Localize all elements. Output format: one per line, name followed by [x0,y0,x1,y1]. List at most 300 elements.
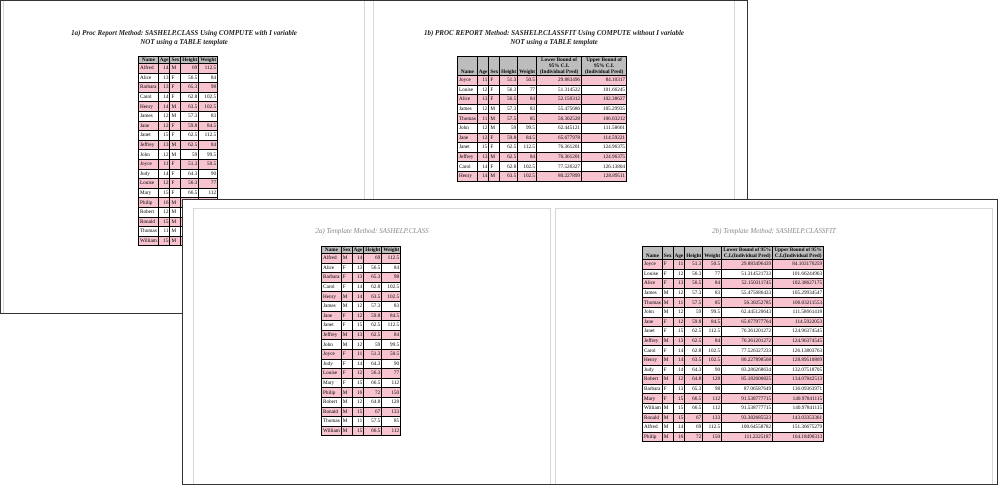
table-row [643,336,824,346]
table-cell: M [341,340,352,350]
table-cell: 150 [382,388,401,398]
table-cell: 64.3 [364,359,382,369]
table-cell: 14 [352,254,364,264]
table-cell: Thomas [459,115,476,122]
table-cell: 12 [673,307,685,317]
table-cell: F [662,365,673,375]
table-cell: 12 [352,369,364,379]
table-cell: M [341,330,352,340]
table-cell: 13 [158,140,170,150]
table-cell: 112.5 [199,131,218,141]
col-height: Height [182,57,198,63]
table-cell: F [341,263,352,273]
table-cell: 65.677978 [537,133,582,143]
table-cell: 66.5 [685,394,703,404]
table-cell: 57.3 [685,288,703,298]
table-cell: Jeffrey [643,336,663,346]
table-cell: F [341,311,352,321]
table-cell: 14 [352,292,364,302]
table-cell: 65.677977764 [722,317,773,327]
table-cell: Judy [643,365,663,375]
col-sex: Sex [342,247,351,253]
table-cell: 55.475686 [537,104,582,114]
table-row [458,123,627,133]
table-cell: Carol [458,162,478,172]
table-cell: Louise [643,269,663,279]
table-row [643,279,824,289]
table-row [139,188,218,198]
table-2a [321,246,401,436]
col-upper-bound: Upper Bound of 95% C.I.(Individual Pred) [582,57,627,76]
col-height: Height [685,247,703,260]
table-cell: M [170,111,181,121]
title-1a-line2: NOT using a TABLE template [140,38,228,46]
page-2a [193,208,551,485]
table-cell: 65.3 [181,83,199,93]
table-cell: 66.5 [364,426,382,436]
table-cell: Janet [139,131,159,141]
table-cell: 101.66245 [582,85,627,95]
table-cell: 59 [181,150,199,160]
table-cell: 112.5 [382,321,401,331]
table-row [643,384,824,394]
table-cell: Thomas [323,418,340,425]
table-cell: Alfred [643,423,663,433]
table-cell: 84.5 [382,311,401,321]
table-cell: John [322,340,342,350]
table-row [139,102,218,112]
table-cell: Jane [458,133,478,143]
table-cell: M [170,227,181,237]
table-cell: 124.96374545 [773,336,824,346]
table-cell: F [341,369,352,379]
table-cell: 56.30252785 [722,298,773,308]
table-cell: 11 [158,159,170,169]
table-cell: 87.06587649 [722,384,773,394]
col-age: Age [477,57,489,76]
table-cell: F [341,349,352,359]
table-cell: 65.3 [685,384,703,394]
table-row [139,131,218,141]
table-cell: 112.5 [703,423,722,433]
table-cell: F [341,359,352,369]
table-row [458,162,627,172]
table-cell: 102.5 [518,171,537,181]
table-cell: Alice [322,263,342,273]
table-cell: 111.2225187 [722,432,773,442]
table-cell: 16 [352,388,364,398]
table-cell: 14 [477,171,489,181]
table-row [322,311,401,321]
table-row [458,95,627,105]
table-cell: M [341,417,352,427]
table-cell: 85.182606825 [722,375,773,385]
table-cell: 15 [158,236,170,246]
table-cell: 64.8 [364,397,382,407]
table-row [458,171,627,181]
table-cell: 106.03212 [582,114,627,124]
table-cell: 12 [352,340,364,350]
table-cell: F [662,269,673,279]
table-cell: 99.5 [703,307,722,317]
table-cell: Louise [322,369,342,379]
table-cell: 57.3 [181,111,199,121]
table-cell: 13 [673,336,685,346]
table-cell: Alice [139,73,159,83]
table-cell: 102.38627175 [773,279,824,289]
table-cell: F [170,83,181,93]
table-cell: 83 [199,111,218,121]
table-cell: 13 [158,83,170,93]
table-row [139,159,218,169]
table-cell: 57.5 [364,417,382,427]
table-row [322,263,401,273]
table-cell: 13 [673,384,685,394]
col-weight: Weight [383,247,400,253]
table-cell: 51.3 [181,159,199,169]
table-row [643,346,824,356]
table-cell: Henry [139,102,159,112]
table-cell: 15 [352,407,364,417]
table-cell: 59.8 [181,121,199,131]
table-cell: 90 [199,169,218,179]
table-cell: 77 [703,269,722,279]
table-cell: 84.5 [199,121,218,131]
table-cell: Ronald [643,413,663,423]
table-cell: Alice [643,279,663,289]
table-cell: F [170,159,181,169]
table-cell: 15 [158,217,170,227]
col-name: Name [322,247,342,254]
table-cell: John [643,307,663,317]
table-cell: 112 [382,378,401,388]
table-cell: 91.538777715 [722,403,773,413]
table-cell: 52.150311745 [722,279,773,289]
table-cell: 111.58661 [582,123,627,133]
table-cell: 69 [685,423,703,433]
table-cell: F [662,384,673,394]
table-cell: M [662,355,673,365]
table-row [643,355,824,365]
table-cell: 11 [352,417,364,427]
table-cell: 111.58661418 [773,307,824,317]
table-cell: M [662,375,673,385]
table-cell: 98 [382,273,401,283]
table-cell: 62.8 [500,162,518,172]
col-lower-bound: Lower Bound of 95% C.I.(Individual Pred) [723,247,771,259]
table-cell: 63.5 [364,292,382,302]
table-cell: 15 [158,131,170,141]
table-cell: 16 [158,198,170,208]
table-cell: 12 [673,317,685,327]
table-cell: 13 [352,263,364,273]
table-cell: 128 [703,375,722,385]
table-cell: 114.5922053 [773,317,824,327]
table-cell: 29.883496439 [722,260,773,270]
table-cell: 72 [685,432,703,442]
table-cell: 62.5 [685,327,703,337]
table-cell: 84.10317 [582,76,627,86]
table-row [643,365,824,375]
table-cell: M [341,292,352,302]
table-cell: Jane [643,317,663,327]
table-cell: 56.5 [181,73,199,83]
table-cell: 15 [673,403,685,413]
table-cell: 102.38627 [582,95,627,105]
table-row [458,104,627,114]
table-cell: 55.475686433 [722,288,773,298]
table-cell: 83 [382,301,401,311]
table-cell: 102.5 [382,292,401,302]
table-cell: 65.3 [364,273,382,283]
table-row [322,301,401,311]
table-cell: 124.96374545 [773,327,824,337]
table-cell: M [341,301,352,311]
table-cell: F [489,143,500,153]
table-cell: 76.361201 [537,152,582,162]
table-row [643,260,824,270]
col-age: Age [159,57,169,63]
table-cell: M [170,217,181,227]
table-cell: 128.89511 [582,171,627,181]
table-row [643,317,824,327]
report-window-front [182,199,998,485]
table-cell: 12 [158,207,170,217]
table-cell: 114.59221 [582,133,627,143]
table-cell: M [341,397,352,407]
table-cell: 64.3 [685,365,703,375]
table-cell: 90 [382,359,401,369]
table-row [458,76,627,86]
table-row [643,413,824,423]
table-cell: 126.13803763 [773,346,824,356]
table-cell: 62.5 [500,143,518,153]
col-name: Name [458,57,478,76]
table-cell: 128.89510869 [773,355,824,365]
table-cell: James [458,104,478,114]
table-cell: 56.5 [685,279,703,289]
table-cell: 105.29935 [582,104,627,114]
table-cell: F [489,95,500,105]
table-cell: 12 [352,311,364,321]
title-1b-line2: NOT using a TABLE template [510,38,598,46]
title-1b-line1: 1b) PROC REPORT Method: SASHELP.CLASSFIT Using COMPUTE without I variable [423,29,685,37]
table-cell: 124.96375 [582,152,627,162]
table-cell: Barbara [140,84,157,91]
table-cell: 99.5 [382,340,401,350]
table-cell: 140.97841115 [773,403,824,413]
table-cell: 151.36675279 [773,423,824,433]
table-cell: 98 [703,384,722,394]
table-cell: Janet [458,143,478,153]
table-cell: 112.5 [703,327,722,337]
table-row [139,140,218,150]
table-cell: James [139,111,159,121]
table-cell: F [662,260,673,270]
table-cell: 14 [158,64,170,74]
table-cell: 106.03211553 [773,298,824,308]
table-cell: 77 [199,179,218,189]
table-cell: 102.5 [703,355,722,365]
table-cell: F [489,162,500,172]
table-cell: F [662,317,673,327]
col-weight: Weight [518,57,537,76]
table-cell: 66.5 [181,188,199,198]
table-row [643,327,824,337]
table-cell: 102.5 [199,92,218,102]
table-row [322,426,401,436]
table-cell: 62.5 [181,131,199,141]
table-cell: 12 [477,133,489,143]
table-cell: 51.3 [500,76,518,86]
table-cell: 51.314522 [537,85,582,95]
table-cell: 77.526327233 [722,346,773,356]
table-cell: F [662,327,673,337]
table-cell: 93.382685523 [722,413,773,423]
table-cell: James [643,288,663,298]
table-cell: 14 [673,355,685,365]
table-cell: 102.5 [518,162,537,172]
table-row [458,143,627,153]
table-cell: 80.227899 [537,171,582,181]
table-cell: 83 [703,288,722,298]
table-cell: 14 [673,346,685,356]
table-cell: 76.361201 [537,143,582,153]
table-cell: 84 [199,73,218,83]
table-cell: 84 [518,152,537,162]
table-cell: Judy [139,169,159,179]
table-cell: 14 [158,102,170,112]
table-cell: 76.361201272 [722,327,773,337]
table-row [643,375,824,385]
table-cell: 14 [158,92,170,102]
col-sex: Sex [489,57,500,76]
table-cell: 76.361201272 [722,336,773,346]
table-cell: 67 [685,413,703,423]
table-cell: 124.96375 [582,143,627,153]
table-cell: 29.883496 [537,76,582,86]
table-cell: Janet [322,321,342,331]
table-cell: Mary [643,394,663,404]
table-cell: Joyce [643,260,663,270]
table-cell: Ronald [139,217,159,227]
table-cell: 15 [673,394,685,404]
table-cell: James [322,301,342,311]
table-cell: M [662,432,673,442]
table-cell: 62.8 [685,346,703,356]
table-cell: 59 [500,123,518,133]
col-age: Age [673,247,685,260]
table-cell: F [170,179,181,189]
table-cell: M [489,104,500,114]
table-cell: F [662,394,673,404]
table-cell: Jeffrey [322,330,342,340]
table-cell: 132.07518705 [773,365,824,375]
table-row [322,273,401,283]
table-row [643,288,824,298]
table-cell: 112 [199,188,218,198]
table-cell: 11 [477,114,489,124]
table-cell: 66.5 [364,378,382,388]
table-cell: 11 [158,227,170,237]
table-cell: Alfred [139,64,159,74]
table-cell: 56.3 [500,85,518,95]
table-cell: 63.5 [685,355,703,365]
table-cell: 112 [382,426,401,436]
table-row [322,349,401,359]
col-age: Age [353,247,363,253]
table-cell: 14 [673,365,685,375]
table-cell: M [662,307,673,317]
table-cell: Alfred [322,254,342,264]
table-cell: 50.5 [703,260,722,270]
table-cell: 50.5 [518,76,537,86]
table-row [139,92,218,102]
table-cell: M [662,423,673,433]
table-cell: 57.5 [500,114,518,124]
table-row [322,369,401,379]
table-cell: M [662,288,673,298]
table-cell: 14 [352,359,364,369]
table-cell: 102.5 [382,282,401,292]
table-cell: M [170,198,181,208]
table-cell: F [170,131,181,141]
table-row [458,85,627,95]
table-cell: 133 [703,413,722,423]
table-row [139,121,218,131]
table-cell: 69 [181,64,199,74]
table-cell: M [341,426,352,436]
table-cell: Carol [643,346,663,356]
table-cell: M [489,152,500,162]
table-cell: 15 [673,327,685,337]
table-cell: 84 [199,140,218,150]
table-cell: M [170,207,181,217]
table-cell: Carol [322,282,342,292]
table-cell: 62.5 [685,336,703,346]
table-cell: 56.3 [181,179,199,189]
table-cell: 57.5 [685,298,703,308]
table-cell: 84 [703,279,722,289]
table-cell: M [341,254,352,264]
table-cell: John [458,123,478,133]
table-cell: 84 [382,263,401,273]
table-cell: 102.5 [703,346,722,356]
table-cell: 12 [158,121,170,131]
table-cell: Thomas [644,299,661,306]
table-row [139,179,218,189]
table-cell: 84 [703,336,722,346]
title-2a: 2a) Template Method: SASHELP.CLASS [315,227,429,235]
col-upper-bound: Upper Bound of 95% C.I.(Individual Pred) [774,247,822,259]
table-cell: 12 [673,375,685,385]
table-row [139,73,218,83]
table-cell: 133 [382,407,401,417]
table-cell: 77 [518,85,537,95]
table-cell: Robert [139,207,159,217]
table-cell: 12 [158,111,170,121]
table-cell: 51.3 [364,349,382,359]
title-1a-line1: 1a) Proc Report Method: SASHELP.CLASS Using COMPUTE with I variable [71,29,297,37]
table-cell: 164.18490313 [773,432,824,442]
table-cell: 15 [352,426,364,436]
table-cell: 59 [364,340,382,350]
table-cell: Philip [322,388,342,398]
table-cell: Mary [139,188,159,198]
table-cell: Joyce [322,349,342,359]
table-cell: 140.97841115 [773,394,824,404]
table-cell: 67 [364,407,382,417]
